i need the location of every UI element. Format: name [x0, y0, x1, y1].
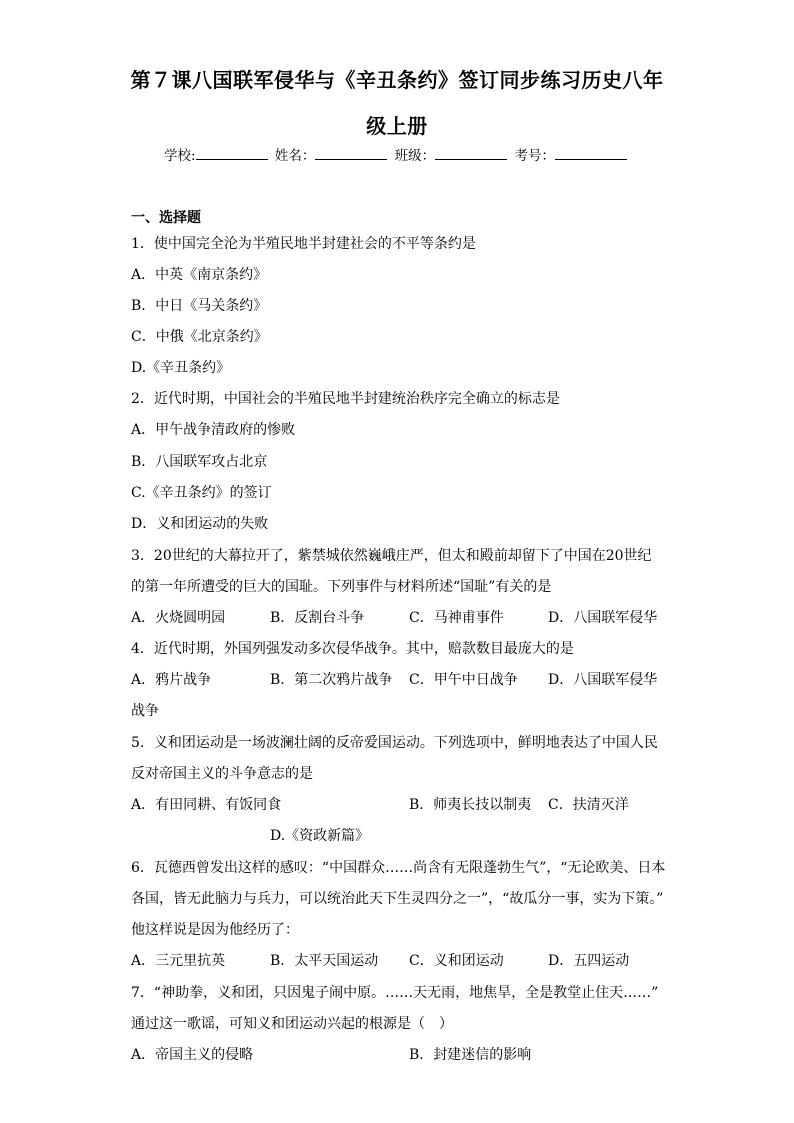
section-title: 一、选择题	[131, 210, 201, 226]
name-label: 姓名：	[274, 148, 316, 164]
option: A．有田同耕、有饭同食	[131, 797, 282, 813]
name-blank	[315, 147, 387, 160]
question-stem-cont: 他这样说是因为他经历了：	[131, 922, 299, 938]
school-label: 学校:	[164, 148, 196, 164]
option: D.《资政新篇》	[270, 828, 370, 844]
option: A．帝国主义的侵略	[131, 1047, 254, 1063]
option: A．甲午战争清政府的惨败	[131, 422, 296, 438]
question-stem: 5．义和团运动是一场波澜壮阔的反帝爱国运动。下列选项中，鲜明地表达了中国人民	[131, 735, 658, 751]
option-continuation: 战争	[131, 703, 159, 719]
question-stem-cont: 通过这一歌谣，可知义和团运动兴起的根源是（ ）	[131, 1016, 453, 1032]
option: C．义和团运动	[409, 953, 504, 969]
option: B．反割台斗争	[270, 610, 365, 626]
option: C．中俄《北京条约》	[131, 329, 268, 345]
option: B．八国联军攻占北京	[131, 454, 268, 470]
question-stem: 3．20世纪的大幕拉开了，紫禁城依然巍峨庄严，但太和殿前却留下了中国在20世纪	[131, 548, 652, 564]
question-stem: 6．瓦德西曾发出这样的感叹：“中国群众……尚含有无限蓬勃生气”，“无论欧美、日本	[131, 860, 666, 876]
class-label: 班级：	[394, 148, 436, 164]
question-stem-cont: 反对帝国主义的斗争意志的是	[131, 766, 313, 782]
option: B．师夷长技以制夷	[409, 797, 532, 813]
option: D．八国联军侵华	[548, 672, 658, 688]
option: A．中英《南京条约》	[131, 267, 268, 283]
school-blank	[196, 147, 268, 160]
option: B．第二次鸦片战争	[270, 672, 393, 688]
option: A．三元里抗英	[131, 953, 226, 969]
number-label: 考号：	[514, 148, 555, 164]
option: C．马神甫事件	[409, 610, 504, 626]
number-blank	[555, 147, 627, 160]
class-blank	[435, 147, 507, 160]
question-stem-cont: 的第一年所遭受的巨大的国耻。下列事件与材料所述“国耻”有关的是	[131, 579, 552, 595]
option: D．义和团运动的失败	[131, 516, 269, 532]
question-stem: 1．使中国完全沦为半殖民地半封建社会的不平等条约是	[131, 236, 476, 252]
question-stem: 4．近代时期，外国列强发动多次侵华战争。其中，赔款数目最庞大的是	[131, 641, 574, 657]
option: B．太平天国运动	[270, 953, 379, 969]
page-title-line1: 第７课八国联军侵华与《辛丑条约》签订同步练习历史八年	[130, 68, 664, 92]
option: B．封建迷信的影响	[409, 1047, 532, 1063]
option: D．八国联军侵华	[548, 610, 658, 626]
option: A．鸦片战争	[131, 672, 212, 688]
student-info-row	[0, 144, 794, 164]
question-stem-cont: 各国，皆无此脑力与兵力，可以统治此天下生灵四分之一”，“故瓜分一事，实为下策。”	[131, 891, 664, 907]
option: A．火烧圆明园	[131, 610, 226, 626]
option: D.《辛丑条约》	[131, 360, 231, 376]
option: D．五四运动	[548, 953, 630, 969]
question-stem: 7．“神助拳，义和团，只因鬼子闹中原。……天无雨，地焦旱，全是教堂止住天……”	[131, 985, 659, 1001]
option: B．中日《马关条约》	[131, 298, 268, 314]
option: C．扶清灭洋	[548, 797, 629, 813]
page-title-line2: 级上册	[366, 114, 428, 138]
option: C.《辛丑条约》的签订	[131, 485, 272, 501]
question-stem: 2．近代时期，中国社会的半殖民地半封建统治秩序完全确立的标志是	[131, 391, 560, 407]
option: C．甲午中日战争	[409, 672, 518, 688]
